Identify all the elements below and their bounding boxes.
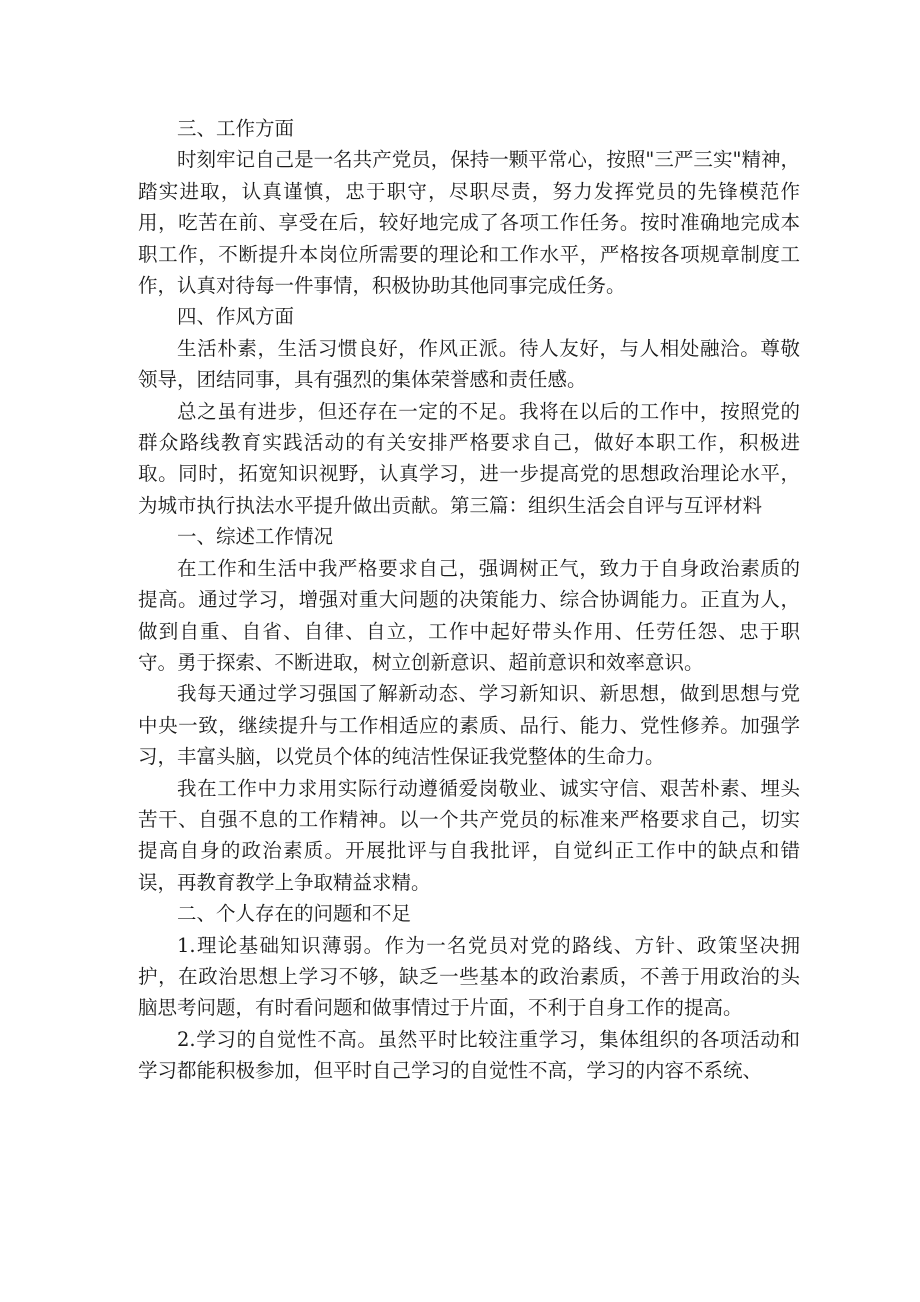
paragraph-summary: 总之虽有进步，但还存在一定的不足。我将在以后的工作中，按照党的群众路线教育实践活动的有关安排严格要求自己，做好本职工作，积极进取。同时，拓宽知识视野，认真学习，进一步提高党的思想政治理论水平，为城市执行执法水平提升做出贡献。第三篇：组织生活会自评与互评材料	[138, 399, 800, 517]
paragraph-self-requirements: 在工作和生活中我严格要求自己，强调树正气，致力于自身政治素质的提高。通过学习，增强对重大问题的决策能力、综合协调能力。正直为人，做到自重、自省、自律、自立，工作中起好带头作用、任劳任怨、忠于职守。勇于探索、不断进取，树立创新意识、超前意识和效率意识。	[138, 556, 800, 674]
paragraph-work-spirit: 我在工作中力求用实际行动遵循爱岗敬业、诚实守信、艰苦朴素、埋头苦干、自强不息的工作精神。以一个共产党员的标准来严格要求自己，切实提高自身的政治素质。开展批评与自我批评，自觉纠正工作中的缺点和错误，再教育教学上争取精益求精。	[138, 776, 800, 894]
section-heading-overview: 一、综述工作情况	[177, 525, 334, 549]
section-heading-work: 三、工作方面	[177, 117, 295, 140]
paragraph-problem-theory: 1.理论基础知识薄弱。作为一名党员对党的路线、方针、政策坚决拥护，在政治思想上学习不够，缺乏一些基本的政治素质，不善于用政治的头脑思考问题，有时看问题和做事情过于片面，不利于自身工作的提高。	[138, 933, 800, 1020]
document-page	[138, 113, 800, 1087]
paragraph-daily-study: 我每天通过学习强国了解新动态、学习新知识、新思想，做到思想与党中央一致，继续提升与工作相适应的素质、品行、能力、党性修养。加强学习，丰富头脑，以党员个体的纯洁性保证我党整体的生命力。	[138, 682, 800, 769]
paragraph-lifestyle: 生活朴素，生活习惯良好，作风正派。待人友好，与人相处融洽。尊敬领导，团结同事，具有强烈的集体荣誉感和责任感。	[138, 336, 800, 392]
section-heading-style: 四、作风方面	[177, 305, 295, 329]
paragraph-work-attitude: 时刻牢记自己是一名共产党员，保持一颗平常心，按照"三严三实"精神，踏实进取，认真谨慎，忠于职守，尽职尽责，努力发挥党员的先锋模范作用，吃苦在前、享受在后，较好地完成了各项工作任务。按时准确地完成本职工作，不断提升本岗位所需要的理论和工作水平，严格按各项规章制度工作，认真对待每一件事情，积极协助其他同事完成任务。	[138, 148, 800, 298]
section-heading-problems: 二、个人存在的问题和不足	[177, 902, 412, 926]
paragraph-problem-self-study: 2.学习的自觉性不高。虽然平时比较注重学习，集体组织的各项活动和学习都能积极参加，但平时自己学习的自觉性不高，学习的内容不系统、	[138, 1027, 800, 1083]
